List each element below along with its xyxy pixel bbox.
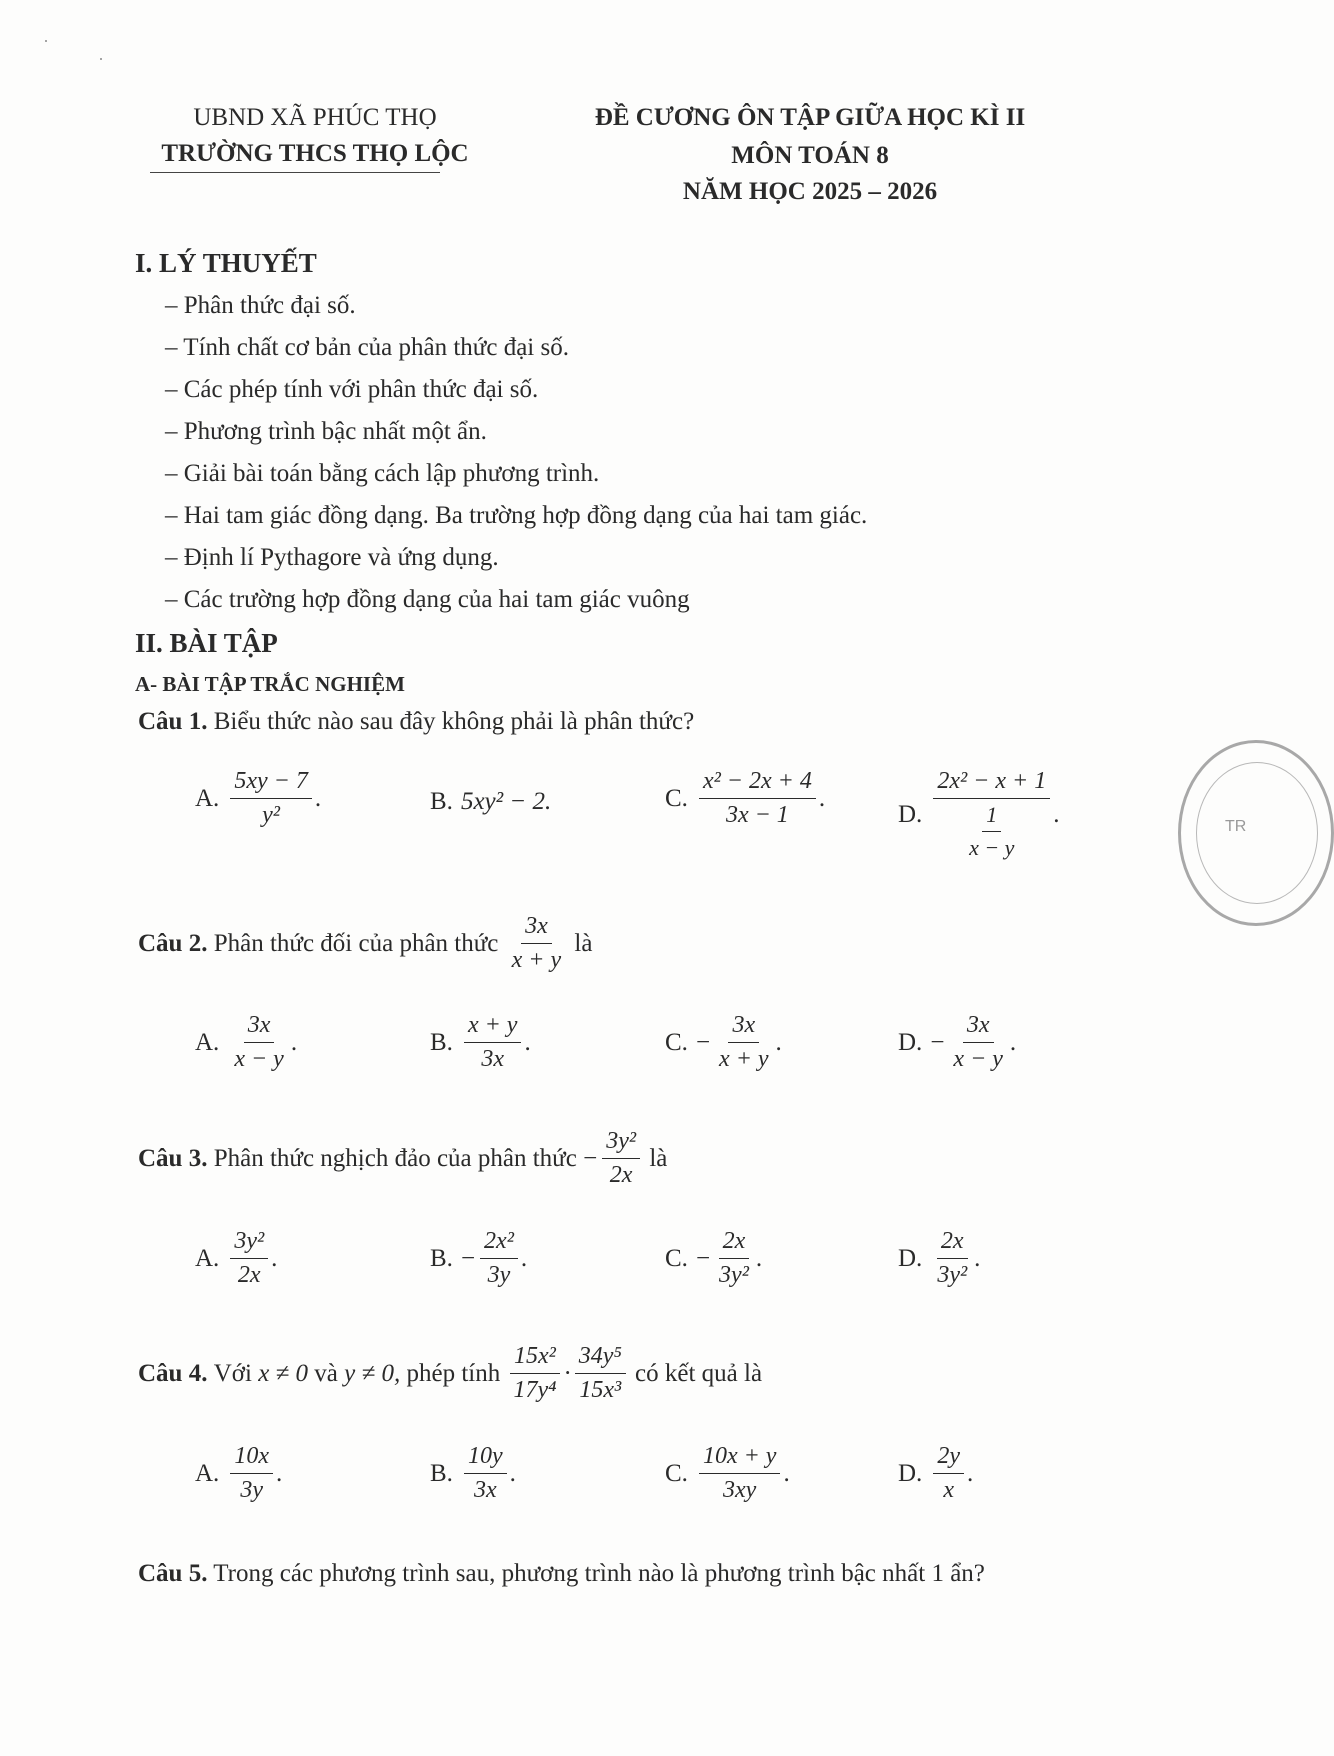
question-label: Câu 1.	[138, 708, 208, 735]
expression: 5xy² − 2.	[460, 788, 552, 815]
multiply-dot: ·	[563, 1359, 572, 1387]
question-1	[138, 708, 694, 736]
minus-sign: −	[583, 1144, 598, 1172]
fraction: $\frac{10x}{3y}$	[230, 1443, 273, 1504]
question-label: Câu 5.	[138, 1560, 208, 1587]
question-4	[138, 1343, 762, 1404]
fraction: $\frac{3x}{x + y}$	[719, 1012, 769, 1072]
option-label: B.	[430, 788, 453, 815]
option-label: C.	[665, 1459, 688, 1487]
question-text: phép tính	[406, 1359, 501, 1387]
option-label: B.	[430, 1459, 453, 1487]
q3-option-b[interactable]: B. − $\frac{\text{2x²}}{3y}$ .	[430, 1228, 528, 1288]
question-label: Câu 2.	[138, 929, 208, 957]
fraction: $\frac{3x}{x + y}$	[511, 913, 562, 973]
q3-option-a[interactable]: A. $\frac{\text{3y²}}{2x}$ .	[195, 1228, 278, 1288]
q1-option-a[interactable]: A. $\frac{5xy - 7}{\text{y²}}$ .	[195, 768, 322, 828]
q4-option-d[interactable]: D. $\frac{2y}{x}$ .	[898, 1443, 974, 1503]
question-3	[138, 1128, 667, 1189]
fraction: $\frac{x + y}{3x}$	[464, 1012, 522, 1073]
theory-heading: I. LÝ THUYẾT	[135, 248, 317, 278]
q1-option-b[interactable]	[430, 788, 551, 816]
q3-option-d[interactable]: D. $\frac{2x}{\text{3y²}}$ .	[898, 1228, 981, 1288]
minus-sign: −	[460, 1244, 476, 1272]
fraction: $\frac{3x}{x - y}$	[234, 1012, 284, 1072]
theory-item: – Các phép tính với phân thức đại số.	[165, 376, 539, 403]
q4-option-a[interactable]: A. $\frac{10x}{3y}$ .	[195, 1443, 283, 1503]
fraction: $\frac{3x}{x - y}$	[953, 1012, 1003, 1072]
option-label: C.	[665, 1244, 688, 1272]
theory-item: – Giải bài toán bằng cách lập phương trình.	[165, 460, 600, 487]
school-name: TRƯỜNG THCS THỌ LỘC	[161, 140, 469, 167]
fraction: $\frac{2x}{\text{3y²}}$	[937, 1228, 968, 1288]
option-label: A.	[195, 1244, 220, 1272]
fraction: $\frac{\text{3y²}}{2x}$	[602, 1128, 640, 1189]
q4-option-c[interactable]: C. $\frac{10x + y}{3xy}$ .	[665, 1443, 790, 1503]
condition: y ≠ 0,	[344, 1359, 401, 1387]
multiple-choice-heading: A- BÀI TẬP TRẮC NGHIỆM	[135, 672, 405, 696]
fraction: $\frac{\text{3y²}}{2x}$	[230, 1228, 268, 1289]
fraction: $\frac{10x + y}{3xy}$	[699, 1443, 781, 1504]
option-label: A.	[195, 1028, 220, 1056]
option-label: A.	[195, 1459, 220, 1487]
question-text: Phân thức nghịch đảo của phân thức	[213, 1144, 577, 1172]
option-label: D.	[898, 1028, 923, 1056]
stamp-text: TR	[1225, 818, 1247, 835]
theory-item: – Phân thức đại số.	[165, 292, 356, 319]
question-tail: có kết quả là	[635, 1359, 763, 1387]
school-underline	[150, 172, 440, 173]
q2-option-c[interactable]: C. − $\frac{3x}{x + y}$ .	[665, 1012, 782, 1072]
option-label: C.	[665, 1028, 688, 1056]
speck	[45, 40, 47, 42]
theory-item: – Hai tam giác đồng dạng. Ba trường hợp đồng dạng của hai tam giác.	[165, 502, 868, 529]
question-tail: là	[574, 929, 593, 957]
minus-sign: −	[930, 1028, 945, 1056]
option-label: A.	[195, 784, 220, 812]
subject: MÔN TOÁN 8	[731, 142, 889, 169]
q4-option-b[interactable]: B. $\frac{10y}{3x}$ .	[430, 1443, 516, 1503]
speck	[100, 58, 102, 60]
question-text: Biểu thức nào sau đây không phải là phân thức?	[213, 708, 695, 735]
q3-option-c[interactable]: C. − $\frac{2x}{\text{3y²}}$ .	[665, 1228, 763, 1288]
q1-option-c[interactable]: C. $\frac{\text{x² − 2x + 4}}{3x - 1}$ .	[665, 768, 826, 828]
complex-fraction: $\frac{\text{2x² − x + 1}}{\frac{1}{x - y}}$	[933, 768, 1050, 861]
question-text: Với	[213, 1359, 252, 1387]
question-tail: là	[649, 1144, 668, 1172]
fraction: $\frac{2y}{x}$	[933, 1443, 964, 1504]
exercises-heading: II. BÀI TẬP	[135, 628, 278, 658]
q2-option-b[interactable]: B. $\frac{x + y}{3x}$ .	[430, 1012, 531, 1072]
option-label: D.	[898, 1459, 923, 1487]
authority-name: UBND XÃ PHÚC THỌ	[193, 104, 437, 131]
option-label: C.	[665, 784, 688, 812]
option-label: D.	[898, 1244, 923, 1272]
theory-item: – Định lí Pythagore và ứng dụng.	[165, 544, 499, 571]
school-year: NĂM HỌC 2025 – 2026	[682, 178, 938, 205]
option-label: D.	[898, 800, 923, 828]
q2-option-a[interactable]: A. $\frac{3x}{x - y}$ .	[195, 1012, 298, 1072]
fraction: $\frac{\text{15x²}}{\text{17y⁴}}$	[509, 1343, 560, 1404]
question-label: Câu 3.	[138, 1144, 208, 1172]
document-title: ĐỀ CƯƠNG ÔN TẬP GIỮA HỌC KÌ II	[594, 104, 1026, 131]
question-5	[138, 1560, 985, 1588]
theory-item: – Phương trình bậc nhất một ẩn.	[165, 418, 487, 445]
official-stamp-inner-ring	[1196, 762, 1318, 904]
fraction: $\frac{\text{34y⁵}}{\text{15x³}}$	[575, 1343, 626, 1404]
option-label: B.	[430, 1028, 453, 1056]
question-text: Phân thức đối của phân thức	[213, 929, 499, 957]
q1-option-d[interactable]: D. $\frac{\text{2x² − x + 1}}{\frac{1}{x - y}}$ .	[898, 768, 1060, 860]
option-label: B.	[430, 1244, 453, 1272]
fraction: $\frac{\text{2x²}}{3y}$	[480, 1228, 518, 1289]
question-2	[138, 913, 592, 974]
fraction: $\frac{5xy - 7}{\text{y²}}$	[230, 768, 312, 829]
minus-sign: −	[695, 1028, 711, 1056]
theory-item: – Tính chất cơ bản của phân thức đại số.	[165, 334, 569, 361]
fraction: $\frac{2x}{\text{3y²}}$	[719, 1228, 749, 1288]
question-text: và	[314, 1359, 338, 1387]
q2-option-d[interactable]: D. − $\frac{3x}{x - y}$ .	[898, 1012, 1017, 1072]
question-text: Trong các phương trình sau, phương trình nào là phương trình bậc nhất 1 ẩn?	[213, 1560, 985, 1587]
fraction: $\frac{\text{x² − 2x + 4}}{3x - 1}$	[699, 768, 816, 829]
question-label: Câu 4.	[138, 1359, 208, 1387]
fraction: $\frac{10y}{3x}$	[464, 1443, 507, 1504]
minus-sign: −	[695, 1244, 711, 1272]
theory-item: – Các trường hợp đồng dạng của hai tam giác vuông	[165, 586, 690, 613]
condition: x ≠ 0	[258, 1359, 309, 1387]
